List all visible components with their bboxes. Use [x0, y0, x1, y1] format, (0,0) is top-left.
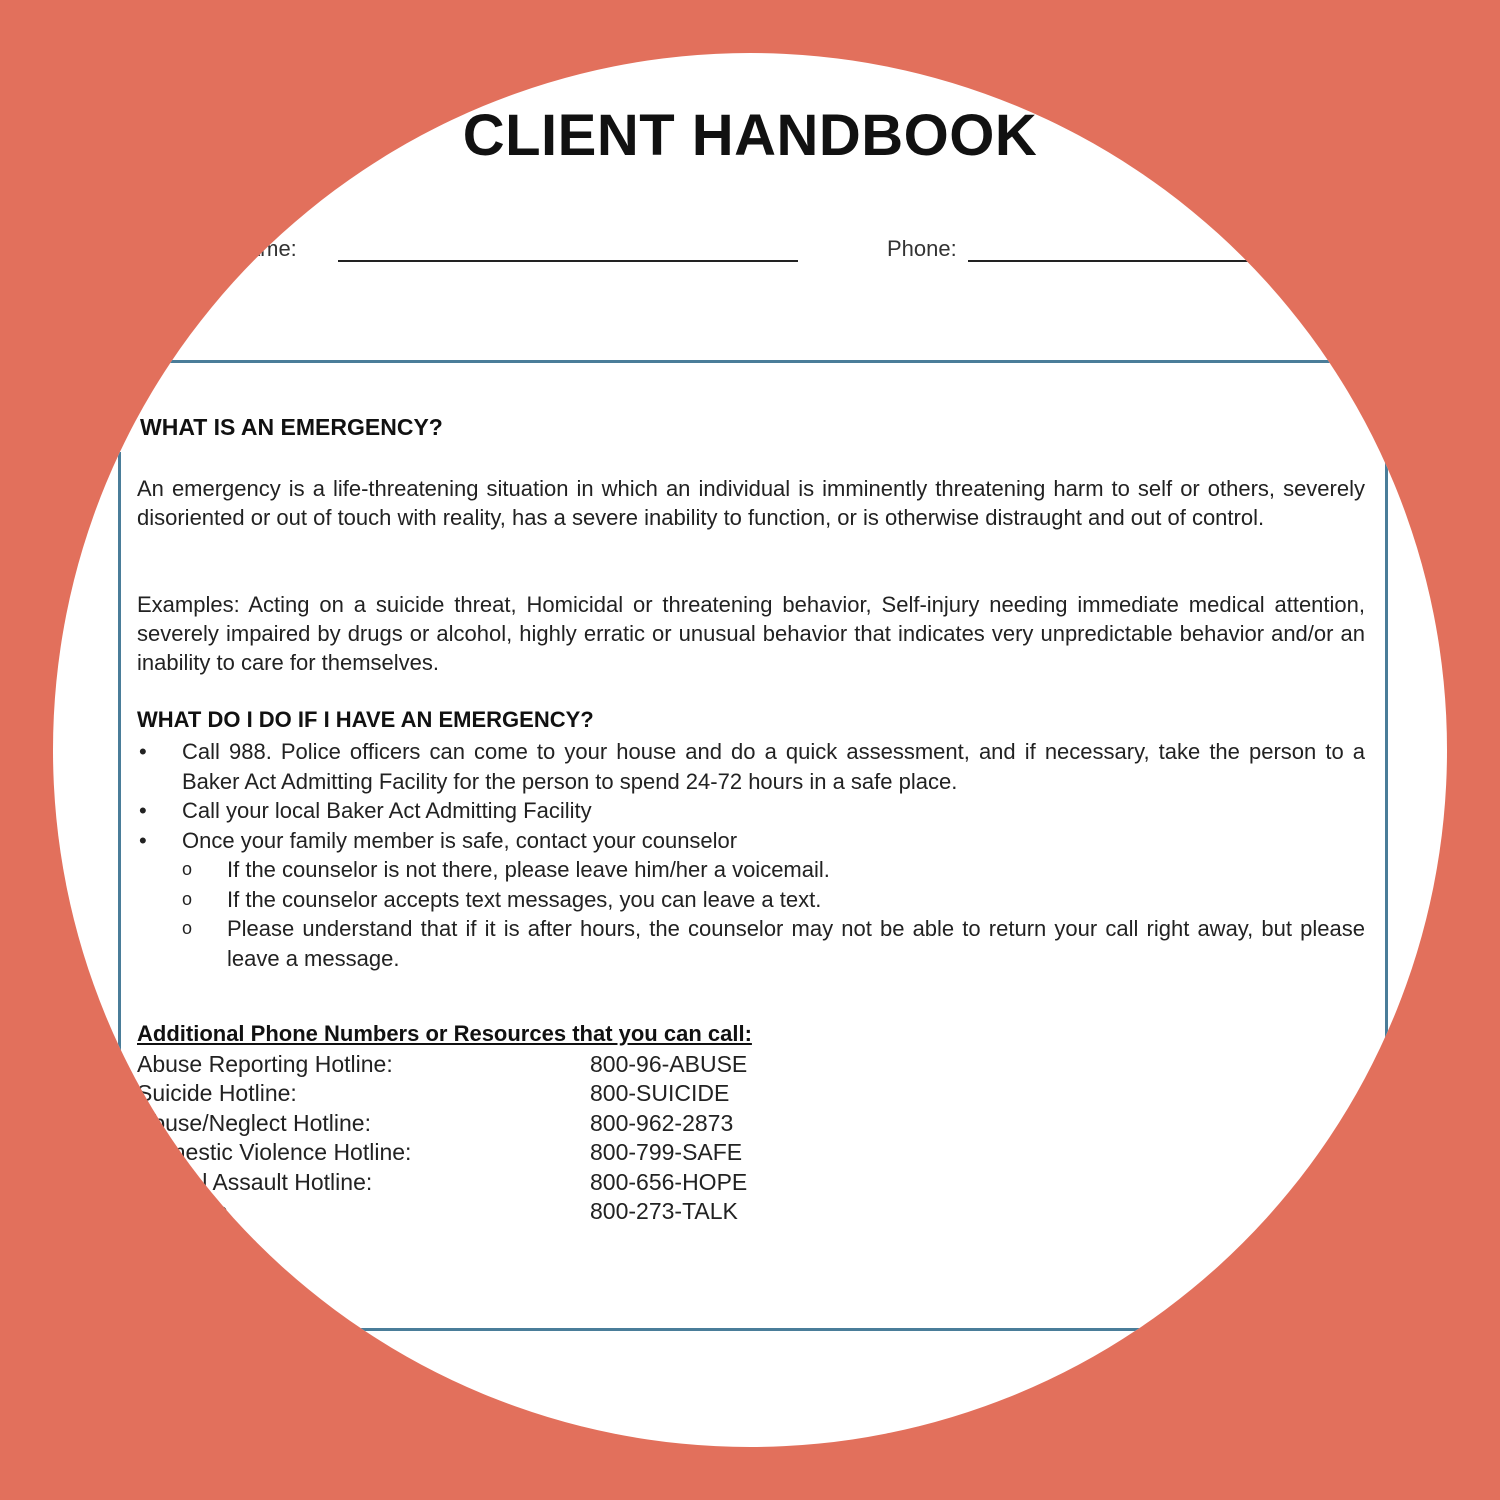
emergency-steps-list — [137, 737, 1365, 973]
list-item-text: Call your local Baker Act Admitting Facility — [182, 798, 592, 823]
resource-name: Abuse Reporting Hotline: — [137, 1051, 393, 1077]
emergency-definition: An emergency is a life-threatening situation in which an individual is imminently threatening harm to self or others, severely disoriented or out of touch with reality, has a severe inability to function, or is otherwise distraught and out of control. — [137, 476, 1365, 530]
resource-number: 800-799-SAFE — [590, 1139, 743, 1166]
bullet-mark: • — [139, 798, 147, 823]
sub-list-item-text: If the counselor is not there, please leave him/her a voicemail. — [227, 857, 830, 882]
sub-list-item — [137, 855, 1365, 885]
sub-list-item — [137, 914, 1365, 973]
sub-bullet-mark: o — [182, 918, 193, 938]
name-label: Name: — [232, 236, 297, 261]
resource-name: Domestic Violence Hotline: — [137, 1139, 412, 1166]
page-title: CLIENT HANDBOOK — [462, 103, 1038, 168]
sub-list-item — [137, 885, 1365, 915]
handbook-page — [53, 53, 1447, 1447]
list-item — [137, 737, 1365, 796]
bullet-mark: • — [139, 739, 147, 764]
resource-number: 800-962-2873 — [590, 1109, 734, 1136]
resources-heading: Additional Phone Numbers or Resources that you can call: — [137, 1021, 752, 1046]
emergency-heading: WHAT IS AN EMERGENCY? — [140, 414, 443, 440]
box-border-left — [118, 452, 121, 1332]
resource-number: 800-656-HOPE — [590, 1168, 748, 1195]
box-border-top — [120, 360, 1390, 363]
what-to-do-heading: WHAT DO I DO IF I HAVE AN EMERGENCY? — [137, 707, 594, 732]
phone-label: Phone: — [887, 236, 957, 261]
list-item — [137, 826, 1365, 856]
resource-name: Talk Line — [137, 1197, 228, 1224]
document-circle-frame — [53, 53, 1447, 1447]
sub-list-item-text: If the counselor accepts text messages, you can leave a text. — [227, 886, 822, 912]
resource-name: Suicide Hotline: — [137, 1080, 297, 1107]
list-item-text: Call 988. Police officers can come to your house and do a quick assessment, and if necessary, take the person to a Baker Act Admitting Facility for the person to spend 24-72 hours in a safe place. — [182, 739, 1365, 794]
name-field-line — [338, 260, 798, 262]
sub-list-item-text: Please understand that if it is after hours, the counselor may not be able to return your call right away, but please leave a message. — [227, 916, 1365, 971]
list-item-text: Once your family member is safe, contact your counselor — [182, 827, 738, 853]
sub-bullet-mark: o — [182, 859, 193, 879]
phone-field-line — [968, 260, 1268, 262]
list-item — [137, 796, 1365, 826]
sub-bullet-mark: o — [182, 888, 193, 909]
box-border-right — [1385, 440, 1388, 1340]
resource-name: Sexual Assault Hotline: — [137, 1168, 373, 1195]
resource-name: Abuse/Neglect Hotline: — [137, 1109, 371, 1136]
bullet-mark: • — [139, 827, 147, 853]
resource-number: 800-96-ABUSE — [590, 1051, 748, 1077]
resource-number: 800-SUICIDE — [590, 1080, 730, 1107]
box-border-bottom — [120, 1328, 1390, 1331]
resource-number: 800-273-TALK — [590, 1197, 738, 1224]
emergency-examples: Examples: Acting on a suicide threat, Homicidal or threatening behavior, Self-injury needing immediate medical attention, severely impaired by drugs or alcohol, highly erratic or unusual behavior that indicates very unpredictable behavior and/or an inability to care for themselves. — [137, 592, 1365, 675]
